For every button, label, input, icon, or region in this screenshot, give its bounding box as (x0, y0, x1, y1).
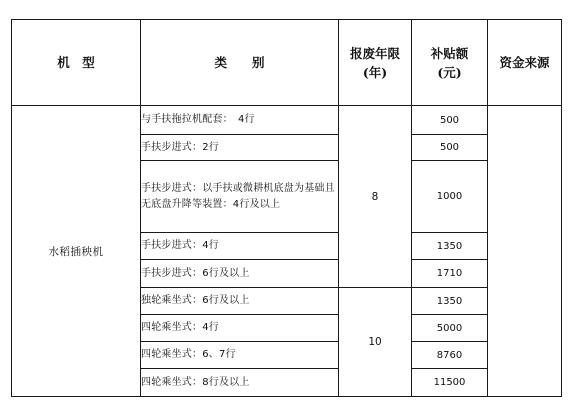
header-subsidy (412, 20, 488, 106)
header-funding-source: 资金来源 (488, 20, 562, 106)
category-cell: 手扶步进式：6行及以上 (141, 260, 339, 288)
subsidy-cell: 11500 (412, 369, 488, 397)
model-cell: 水稻插秧机 (12, 106, 141, 397)
header-scrap-years (339, 20, 412, 106)
header-subsidy-unit: (元) (437, 64, 462, 80)
header-subsidy-label: 补贴额 (430, 45, 469, 61)
subsidy-cell: 5000 (412, 315, 488, 342)
category-cell: 手扶步进式：以手扶或微耕机底盘为基础且无底盘升降等装置：4行及以上 (141, 161, 339, 233)
subsidy-cell: 1350 (412, 288, 488, 315)
funding-source-cell (488, 106, 562, 397)
subsidy-cell: 500 (412, 106, 488, 135)
category-cell: 与手扶拖拉机配套： 4行 (141, 106, 339, 135)
header-model: 机 型 (12, 20, 141, 106)
subsidy-cell: 500 (412, 135, 488, 161)
scrap-years-cell: 10 (339, 288, 412, 397)
category-cell: 四轮乘坐式：8行及以上 (141, 369, 339, 397)
subsidy-cell: 1710 (412, 260, 488, 288)
category-cell: 独轮乘坐式：6行及以上 (141, 288, 339, 315)
subsidy-table (11, 19, 562, 397)
category-cell: 手扶步进式：4行 (141, 233, 339, 260)
table-row (12, 106, 562, 135)
header-category: 类 别 (141, 20, 339, 106)
subsidy-cell: 1000 (412, 161, 488, 233)
category-cell: 四轮乘坐式：4行 (141, 315, 339, 342)
subsidy-cell: 8760 (412, 342, 488, 369)
scrap-years-cell: 8 (339, 106, 412, 288)
category-cell: 四轮乘坐式：6、7行 (141, 342, 339, 369)
header-row (12, 20, 562, 106)
header-scrap-years-label: 报废年限 (349, 45, 400, 61)
category-cell: 手扶步进式：2行 (141, 135, 339, 161)
header-scrap-years-unit: (年) (362, 64, 388, 80)
subsidy-cell: 1350 (412, 233, 488, 260)
